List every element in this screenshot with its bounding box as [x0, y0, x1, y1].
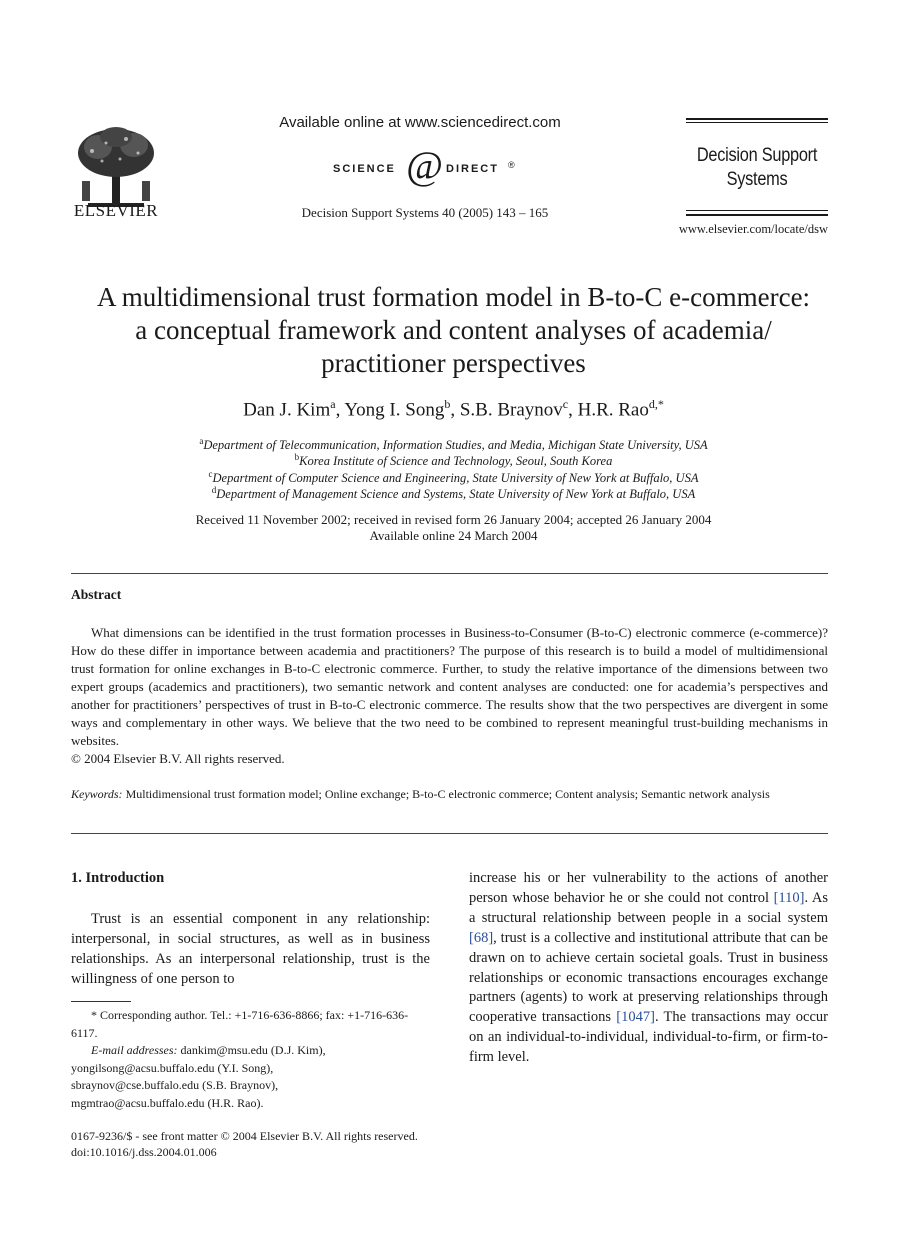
affiliation: [40, 452, 867, 469]
abstract-copyright: © 2004 Elsevier B.V. All rights reserved.: [71, 751, 285, 766]
affiliation: [40, 436, 867, 453]
affiliation-text: Department of Computer Science and Engineering, State University of New York at Buffalo, USA: [212, 471, 699, 486]
title-line-3: practitioner perspectives: [321, 348, 586, 378]
intro-left-column: [71, 909, 430, 989]
email-address[interactable]: yongilsong@acsu.buffalo.edu (Y.I. Song),: [71, 1060, 274, 1075]
author-name[interactable]: S.B. Braynov: [459, 399, 563, 421]
keywords-text: Multidimensional trust formation model; Online exchange; B-to-C electronic commerce; Content analysis; Semantic network analysis: [125, 787, 770, 801]
section-heading-introduction: 1. Introduction: [71, 870, 165, 886]
author-sup: a: [330, 397, 336, 411]
issn-line: 0167-9236/$ - see front matter © 2004 Elsevier B.V. All rights reserved.: [71, 1129, 418, 1143]
email-label: E-mail addresses:: [91, 1043, 178, 1057]
abstract-body: [71, 624, 828, 750]
reference-link[interactable]: [1047]: [616, 1009, 655, 1026]
article-dates: [40, 512, 867, 544]
email-address[interactable]: mgmtrao@acsu.buffalo.edu (H.R. Rao).: [71, 1095, 264, 1110]
divider: [71, 573, 828, 574]
email-address[interactable]: sbraynov@cse.buffalo.edu (S.B. Braynov),: [71, 1078, 279, 1092]
title-line-2: a conceptual framework and content analyses of academia/: [135, 315, 772, 345]
registered-mark: ®: [508, 160, 515, 170]
sciencedirect-direct-word: DIRECT: [446, 163, 499, 175]
author-sup: c: [562, 397, 569, 411]
publisher-name: ELSEVIER: [73, 201, 159, 220]
intro-paragraph: Trust is an essential component in any relationship: interpersonal, in social structures, as well as in business relationships. As an interpersonal relationship, trust is the willingness of one person to: [71, 911, 430, 987]
divider: [71, 833, 828, 834]
reference-link[interactable]: [110]: [773, 889, 805, 906]
journal-title-logo: [696, 144, 818, 192]
available-date: Available online 24 March 2004: [369, 528, 538, 543]
author-sup: d,*: [648, 397, 664, 411]
paper-title: [40, 281, 867, 380]
journal-title-line-1: Decision Support: [696, 145, 818, 166]
sciencedirect-science-word: SCIENCE: [333, 163, 396, 175]
email-line: [71, 1042, 430, 1060]
intro-text: increase his or her vulnerability to the actions of another person whose behavior he or she could not control: [469, 870, 828, 906]
corresponding-author-note: * Corresponding author. Tel.: +1-716-636-8866; fax: +1-716-636-6117.: [71, 1008, 409, 1040]
author-name[interactable]: Yong I. Song: [344, 399, 445, 421]
affiliation-sup: b: [294, 452, 300, 462]
doi-link[interactable]: doi:10.1016/j.dss.2004.01.006: [71, 1145, 217, 1159]
front-matter-info: [71, 1128, 418, 1160]
title-line-1: A multidimensional trust formation model in B-to-C e-commerce:: [96, 282, 811, 312]
affiliation: [40, 485, 867, 502]
footnote-rule: [71, 1001, 131, 1002]
affiliation: [40, 469, 867, 486]
affiliation-sup: d: [211, 485, 217, 495]
abstract-heading: Abstract: [71, 587, 122, 602]
footnotes: [71, 1007, 430, 1112]
intro-text: , trust is a collective and institutional attribute that can be drawn on to achieve certain societal goals. Trust in business relationships or economic transactions encourages exchange partners (agents) to work at preserving relationships through cooperative transactions: [469, 929, 828, 1026]
affiliation-text: Department of Management Science and Systems, State University of New York at Buffalo, USA: [216, 487, 696, 502]
author-list: Dan J. Kim$^a$, Yong I. Song$^b$, S.B. Braynov$^c$, H.R. Rao$^{d,*}$: [243, 397, 664, 421]
affiliation-sup: a: [199, 436, 204, 446]
abstract-text: What dimensions can be identified in the trust formation processes in Business-to-Consumer (B-to-C) electronic commerce (e-commerce)? How do these differ in importance between academia and practitioners? The purpose of this research is to build a model of multidimensional trust formation for online exchanges in B-to-C electronic commerce. Further, to study the relative importance of the dimensions between two expert groups (academics and practitioners), two semantic network and content analyses are conducted: one for academia’s perspectives and another for practitioners’ perspectives of trust in B-to-C electronic commerce. The results show that the two perspectives are divergent in some ways and complementary in other ways. We believe that the two need to be combined to represent meaningful trust-building mechanisms in websites.: [71, 625, 828, 748]
author-name[interactable]: Dan J. Kim: [243, 399, 331, 421]
received-dates: Received 11 November 2002; received in revised form 26 January 2004; accepted 26 January 2004: [195, 512, 712, 527]
intro-text: . The transactions may occur on an individual-to-individual, individual-to-firm, or firm-to-firm level.: [469, 1009, 829, 1066]
sciencedirect-at-icon: @: [406, 143, 443, 188]
available-online-text: Available online at www.sciencedirect.com: [279, 114, 561, 131]
journal-title-line-2: Systems: [726, 169, 788, 190]
intro-text: . As a structural relationship between people in a social system: [469, 889, 828, 926]
affiliation-sup: c: [208, 469, 213, 479]
intro-right-column: [469, 869, 828, 1068]
keywords-label: Keywords:: [71, 787, 123, 801]
journal-citation: Decision Support Systems 40 (2005) 143 – 165: [301, 205, 549, 220]
author-name[interactable]: H.R. Rao: [577, 399, 649, 421]
affiliation-text: Korea Institute of Science and Technology, Seoul, South Korea: [299, 454, 613, 469]
journal-url-link[interactable]: www.elsevier.com/locate/dsw: [678, 222, 828, 236]
author-sup: b: [444, 397, 451, 411]
affiliation-text: Department of Telecommunication, Information Studies, and Media, Michigan State University, USA: [203, 438, 708, 453]
keywords: [71, 786, 828, 803]
reference-link[interactable]: [68]: [469, 929, 494, 946]
email-address[interactable]: dankim@msu.edu (D.J. Kim),: [180, 1043, 326, 1057]
